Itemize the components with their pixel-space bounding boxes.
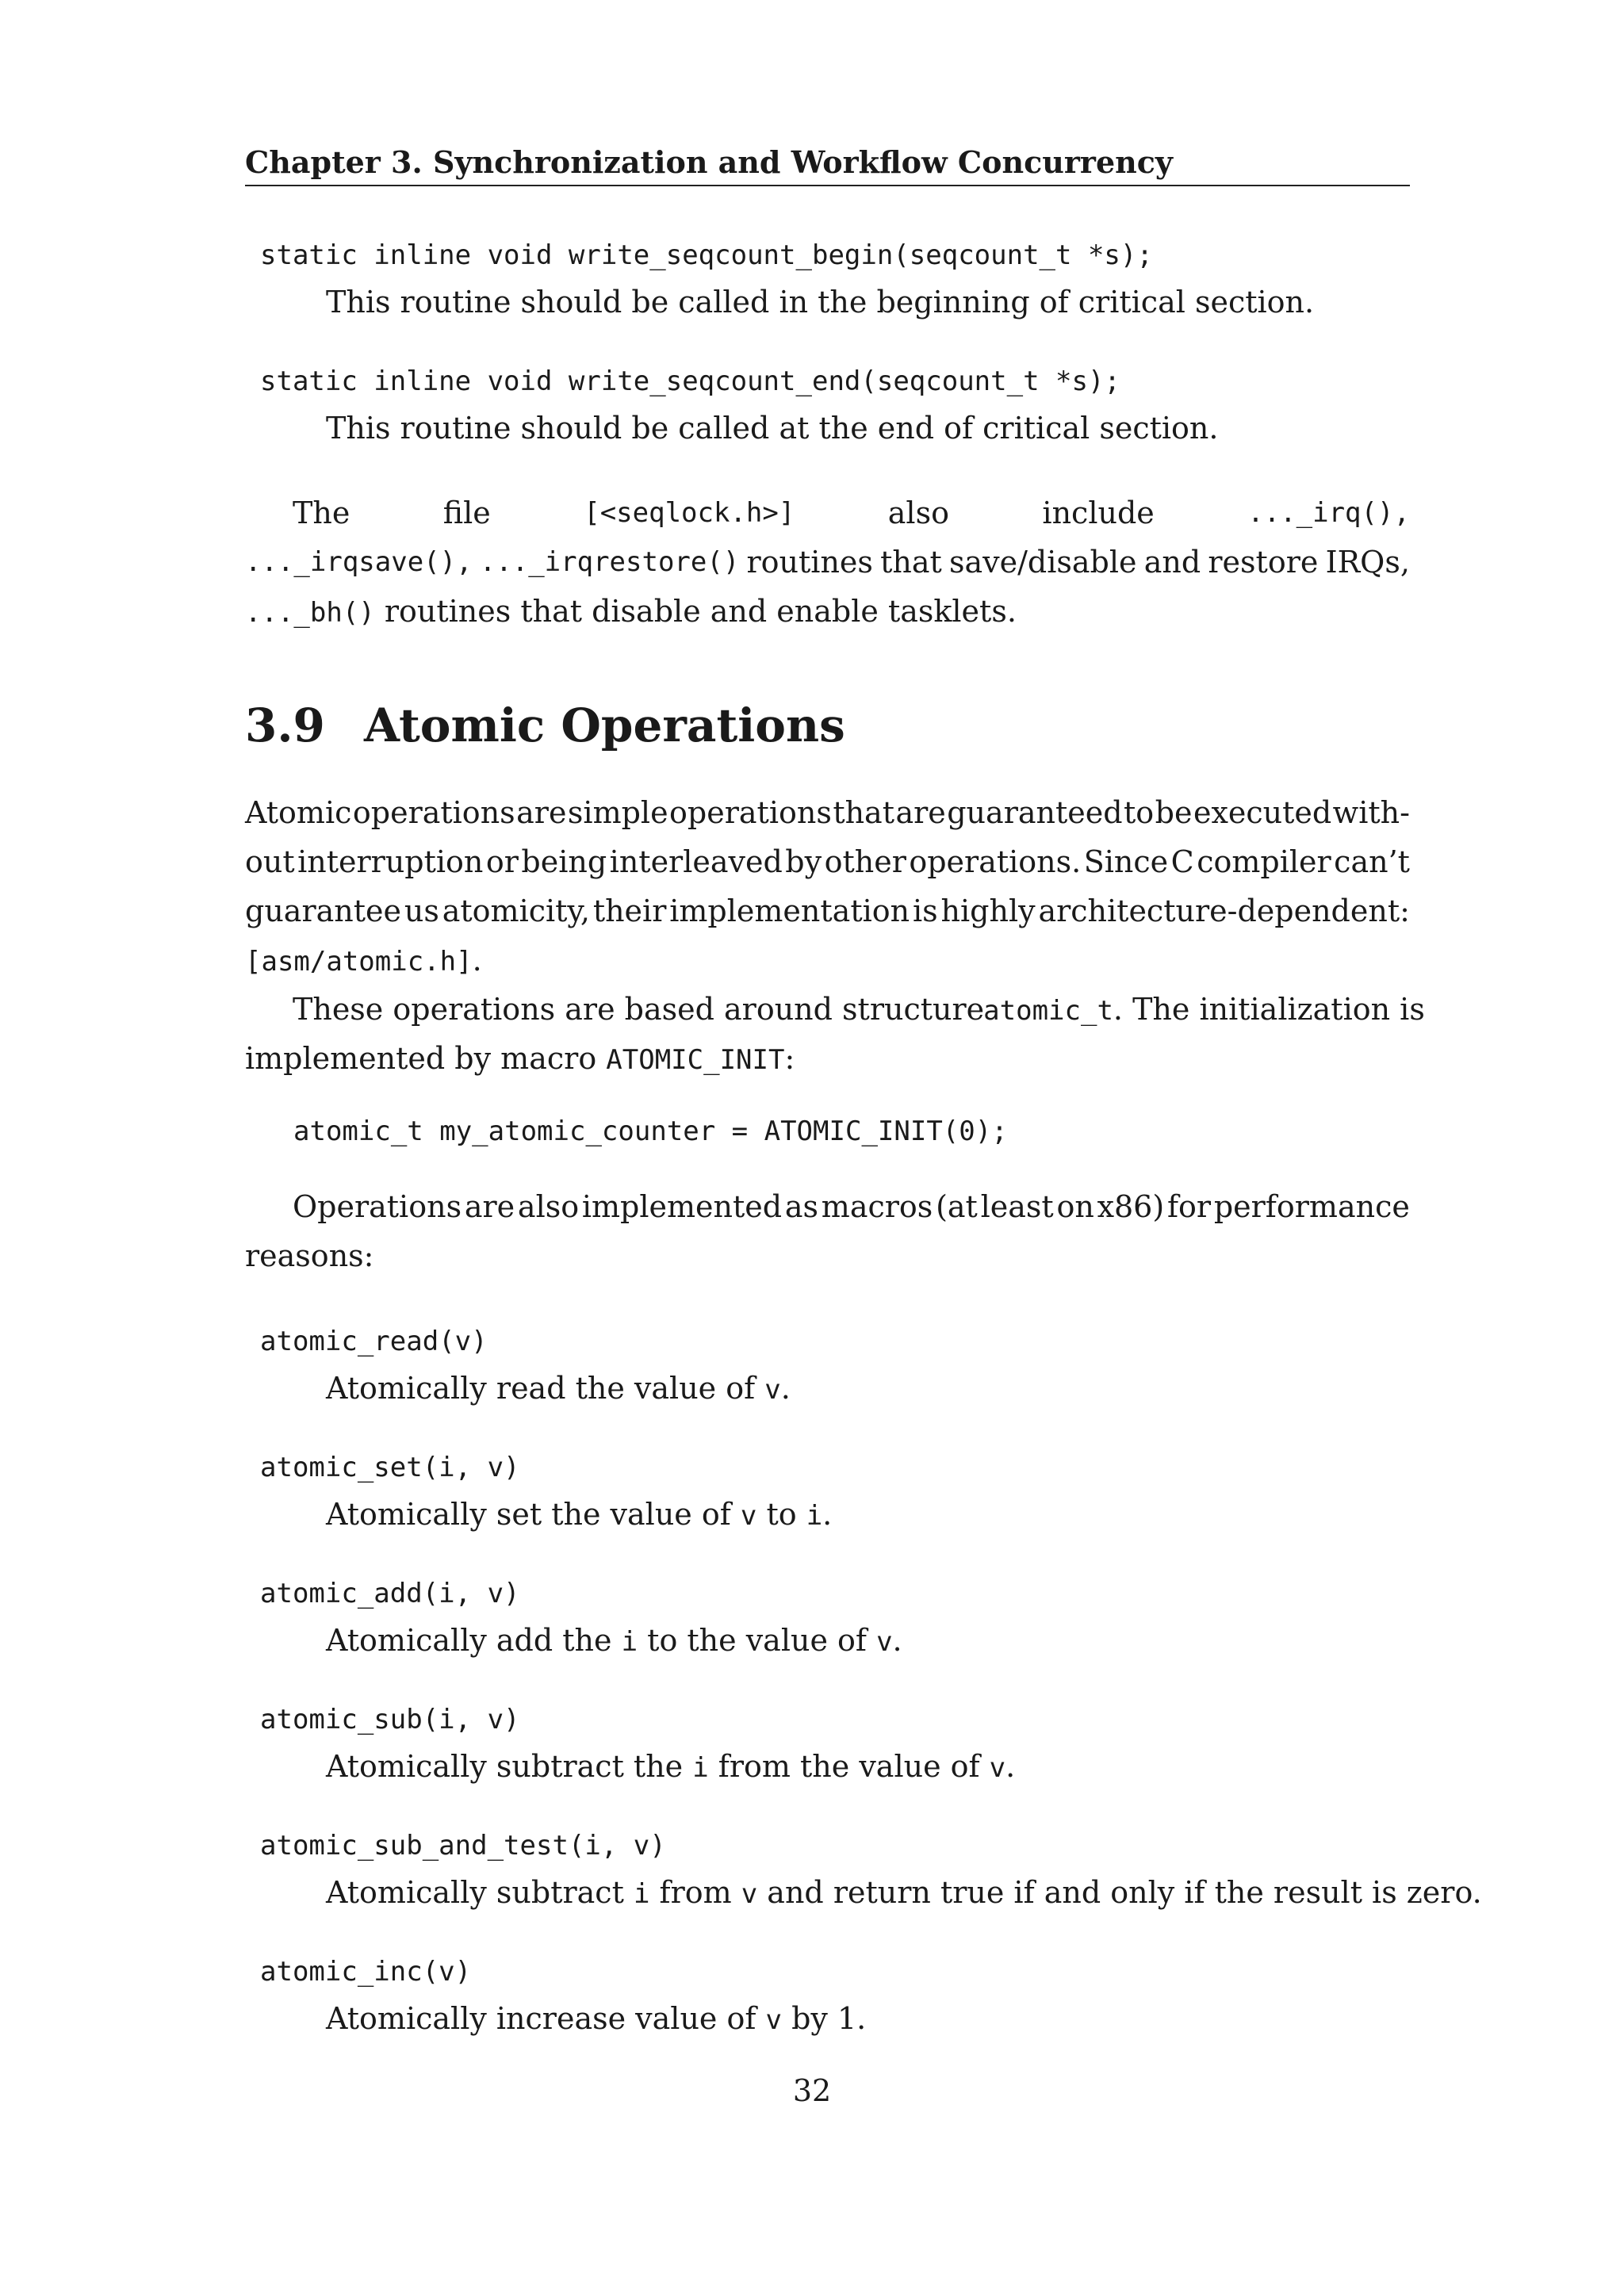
word: (at xyxy=(936,1189,978,1224)
word: implementation xyxy=(669,894,910,928)
desc-text: to xyxy=(756,1497,806,1532)
ops-para-line-2: reasons: xyxy=(245,1238,374,1273)
inline-code: v xyxy=(989,1752,1006,1784)
word: guaranteed xyxy=(947,795,1123,830)
word: IRQs, xyxy=(1325,545,1410,580)
word: The xyxy=(293,496,350,530)
word: are xyxy=(895,795,946,830)
word: file xyxy=(442,496,491,530)
word: us xyxy=(404,894,439,928)
word: Since xyxy=(1083,844,1169,879)
seqcount-end-description: This routine should be called at the end of critical section. xyxy=(326,411,1219,446)
word: Operations xyxy=(293,1189,462,1224)
word: being xyxy=(521,844,607,879)
word: out xyxy=(245,844,295,879)
irqsave-code: ..._irqsave(), xyxy=(245,546,473,578)
desc-text: Atomically subtract xyxy=(326,1875,634,1910)
atomic-header-code: [asm/atomic.h] xyxy=(245,946,473,978)
line-text: : xyxy=(784,1041,795,1076)
bh-code: ..._bh() xyxy=(245,597,375,629)
word: x86) xyxy=(1097,1189,1165,1224)
code-example: atomic_t my_atomic_counter = ATOMIC_INIT(0); xyxy=(293,1115,1008,1147)
atomic-op-description xyxy=(326,1368,791,1410)
atomic-init-code: ATOMIC_INIT xyxy=(606,1044,785,1076)
atomic-op-signature: atomic_inc(v) xyxy=(260,1956,472,1988)
word: macros xyxy=(821,1189,933,1224)
word: routines xyxy=(746,545,873,580)
word: atomicity, xyxy=(442,894,590,928)
section-heading xyxy=(245,698,845,753)
desc-text: from xyxy=(649,1875,741,1910)
word: least xyxy=(980,1189,1054,1224)
desc-text: to the value of xyxy=(638,1623,877,1658)
atomic-op-signature: atomic_sub_and_test(i, v) xyxy=(260,1830,666,1862)
word: operations xyxy=(669,795,832,830)
seqlock-para-line-1 xyxy=(293,493,1410,533)
word: architecture-dependent: xyxy=(1038,894,1410,928)
word: interleaved xyxy=(609,844,783,879)
word: include xyxy=(1042,496,1155,530)
word: or xyxy=(485,844,519,879)
word: also xyxy=(887,496,949,530)
atomic-op-description xyxy=(326,1747,1015,1788)
line-text: . The initialization is xyxy=(1113,992,1425,1027)
line-text: implemented by macro xyxy=(245,1041,607,1076)
word: that xyxy=(880,545,942,580)
intro-para-line-3 xyxy=(245,891,1410,931)
desc-text: Atomically set the value of xyxy=(326,1497,741,1532)
inline-code: i xyxy=(621,1626,638,1658)
intro-para-line-1 xyxy=(245,793,1410,832)
atomic-op-description xyxy=(326,1621,902,1662)
word: executed xyxy=(1193,795,1332,830)
desc-text: Atomically increase value of xyxy=(326,2001,766,2036)
inline-code: v xyxy=(764,1374,781,1406)
word: for xyxy=(1166,1189,1212,1224)
word: guarantee xyxy=(245,894,401,928)
line-text: routines that disable and enable tasklets. xyxy=(374,594,1017,629)
desc-text: and return true if and only if the result is zero. xyxy=(757,1875,1482,1910)
intro-para-line-2 xyxy=(245,842,1410,882)
inline-code: v xyxy=(765,2004,783,2036)
word: as xyxy=(784,1189,819,1224)
irqrestore-code: ..._irqrestore() xyxy=(479,546,740,578)
seqcount-begin-description: This routine should be called in the beginning of critical section. xyxy=(326,285,1315,320)
inline-code: v xyxy=(876,1626,893,1658)
word: simple xyxy=(567,795,668,830)
inline-code: v xyxy=(740,1500,757,1532)
inline-code: v xyxy=(741,1878,758,1910)
irq-code: ..._irq(), xyxy=(1247,497,1410,529)
word: C xyxy=(1170,844,1194,879)
atomic-t-para-line-1 xyxy=(293,989,1425,1031)
running-head: Chapter 3. Synchronization and Workflow Concurrency xyxy=(245,144,1173,180)
word: are xyxy=(516,795,567,830)
atomic-t-code: atomic_t xyxy=(983,995,1113,1027)
word: interruption xyxy=(297,844,484,879)
word: performance xyxy=(1213,1189,1410,1224)
ops-para-line-1 xyxy=(293,1187,1410,1226)
inline-code: i xyxy=(633,1878,650,1910)
section-title: Atomic Operations xyxy=(364,698,845,752)
word: restore xyxy=(1208,545,1319,580)
desc-text: . xyxy=(892,1623,902,1658)
word: is xyxy=(912,894,938,928)
atomic-op-signature: atomic_read(v) xyxy=(260,1326,488,1357)
desc-text: Atomically read the value of xyxy=(326,1371,765,1406)
desc-text: Atomically add the xyxy=(326,1623,622,1658)
section-number: 3.9 xyxy=(245,698,325,752)
seqlock-header-code: [<seqlock.h>] xyxy=(584,497,795,529)
word: be xyxy=(1155,795,1193,830)
atomic-op-description xyxy=(326,1494,832,1536)
word: that xyxy=(833,795,894,830)
word: by xyxy=(785,844,822,879)
line-text: . xyxy=(472,943,482,978)
intro-para-line-4 xyxy=(245,940,482,982)
word: their xyxy=(592,894,667,928)
desc-text: . xyxy=(780,1371,791,1406)
word: save/disable xyxy=(948,545,1137,580)
seqcount-begin-signature: static inline void write_seqcount_begin(seqcount_t *s); xyxy=(260,239,1153,271)
desc-text: . xyxy=(822,1497,833,1532)
desc-text: Atomically subtract the xyxy=(326,1749,693,1784)
atomic-op-signature: atomic_add(i, v) xyxy=(260,1578,520,1609)
line-text: These operations are based around structure xyxy=(293,992,985,1027)
desc-text: . xyxy=(1005,1749,1016,1784)
word: Atomic xyxy=(245,795,352,830)
word: on xyxy=(1056,1189,1094,1224)
seqlock-para-line-3 xyxy=(245,591,1017,633)
desc-text: from the value of xyxy=(708,1749,990,1784)
atomic-t-para-line-2 xyxy=(245,1039,795,1080)
desc-text: by 1. xyxy=(782,2001,867,2036)
word: can’t xyxy=(1334,844,1410,879)
header-rule xyxy=(245,185,1410,186)
atomic-op-signature: atomic_set(i, v) xyxy=(260,1452,520,1483)
word: with- xyxy=(1332,795,1410,830)
word: implemented xyxy=(581,1189,783,1224)
word: also xyxy=(517,1189,580,1224)
page-number: 32 xyxy=(792,2073,832,2108)
word: operations. xyxy=(909,844,1082,879)
word: compiler xyxy=(1197,844,1331,879)
atomic-op-description xyxy=(326,1873,1482,1914)
atomic-op-signature: atomic_sub(i, v) xyxy=(260,1704,520,1735)
seqcount-end-signature: static inline void write_seqcount_end(seqcount_t *s); xyxy=(260,365,1120,397)
word: other xyxy=(824,844,906,879)
atomic-op-description xyxy=(326,1999,866,2040)
word: and xyxy=(1143,545,1201,580)
word: highly xyxy=(940,894,1036,928)
inline-code: i xyxy=(806,1500,823,1532)
word: are xyxy=(464,1189,515,1224)
inline-code: i xyxy=(692,1752,709,1784)
word: to xyxy=(1124,795,1155,830)
word: operations xyxy=(352,795,515,830)
seqlock-para-line-2 xyxy=(245,542,1410,582)
